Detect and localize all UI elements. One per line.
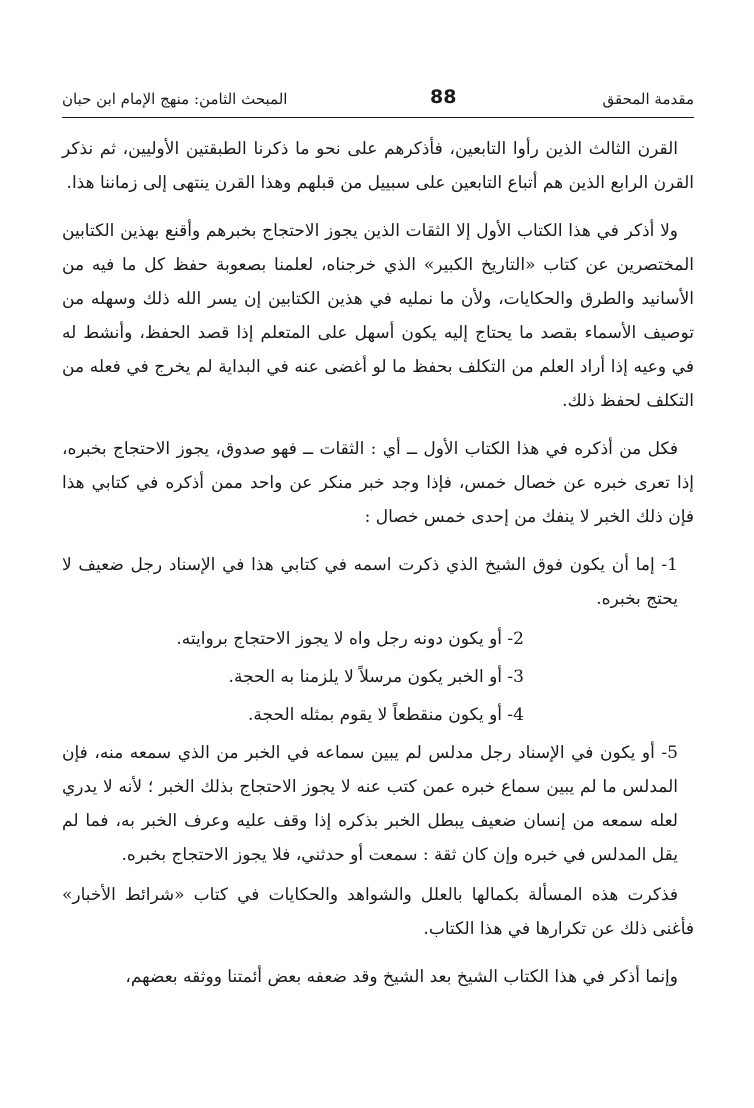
header-divider	[62, 117, 694, 118]
running-header	[62, 86, 694, 114]
list-item: 3- أو الخبر يكون مرسلاً لا يلزمنا به الحجة.	[228, 667, 524, 687]
paragraph: فذكرت هذه المسألة بكمالها بالعلل والشواهد والحكايات في كتاب «شرائط الأخبار» فأغنى ذلك عن تكرارها في هذا الكتاب.	[62, 885, 694, 939]
paragraph: وإنما أذكر في هذا الكتاب الشيخ بعد الشيخ وقد ضعفه بعض أئمتنا ووثقه بعضهم،	[125, 967, 678, 987]
list-item: 4- أو يكون منقطعاً لا يقوم بمثله الحجة.	[247, 705, 524, 725]
list-item: 2- أو يكون دونه رجل واه لا يجوز الاحتجاج بروايته.	[176, 629, 524, 649]
paragraph: فكل من أذكره في هذا الكتاب الأول ــ أي : الثقات ــ فهو صدوق، يجوز الاحتجاج بخبره، إذا تعرى خبره عن خصال خمس، فإذا وجد خبر منكر عن واحد ممن أذكره في كتابي هذا فإن ذلك الخبر لا ينفك من إحدى خمس خصال :	[62, 439, 694, 527]
section-title: مقدمة المحقق	[602, 90, 694, 108]
list-item: 1- إما أن يكون فوق الشيخ الذي ذكرت اسمه في كتابي هذا في الإسناد رجل ضعيف لا يحتج بخبره.	[62, 555, 678, 609]
list-item: 5- أو يكون في الإسناد رجل مدلس لم يبين سماعه في الخبر من الذي سمعه منه، فإن المدلس ما لم يبين سماع خبره عمن كتب عنه لا يجوز الاحتجاج بذلك الخبر ؛ لأنه لا يدري لعله سمعه من إنسان ضعيف يبطل الخبر بذكره إذا وقف عليه وعرف الخبر به، فما لم يقل المدلس في خبره وإن كان ثقة : سمعت أو حدثني، فلا يجوز الاحتجاج بخبره.	[62, 743, 678, 865]
paragraph: ولا أذكر في هذا الكتاب الأول إلا الثقات الذين يجوز الاحتجاج بخبرهم وأقنع بهذين الكتابين المختصرين عن كتاب «التاريخ الكبير» الذي خرجناه، لعلمنا بصعوبة حفظ كل ما فيه من الأسانيد والطرق والحكايات، ولأن ما نمليه في هذين الكتابين إن يسر الله ذلك وسهله من توصيف الأسماء بقصد ما يحتاج إليه يكون أسهل على المتعلم إذا قصد الحفظ، وأنشط له في وعيه إذا أراد العلم من التكلف بحفظ ما لو أغضى عنه في البداية لم يخرج في فعله من التكلف لحفظ ذلك.	[62, 221, 694, 411]
chapter-title: المبحث الثامن: منهج الإمام ابن حبان	[62, 90, 288, 108]
page-number: 88	[430, 86, 457, 108]
paragraph: القرن الثالث الذين رأوا التابعين، فأذكرهم على نحو ما ذكرنا الطبقتين الأوليين، ثم نذكر القرن الرابع الذين هم أتباع التابعين على سبييل من قبلهم وهذا القرن ينتهى إلى زماننا هذا.	[62, 139, 694, 193]
body-text	[62, 132, 694, 1008]
